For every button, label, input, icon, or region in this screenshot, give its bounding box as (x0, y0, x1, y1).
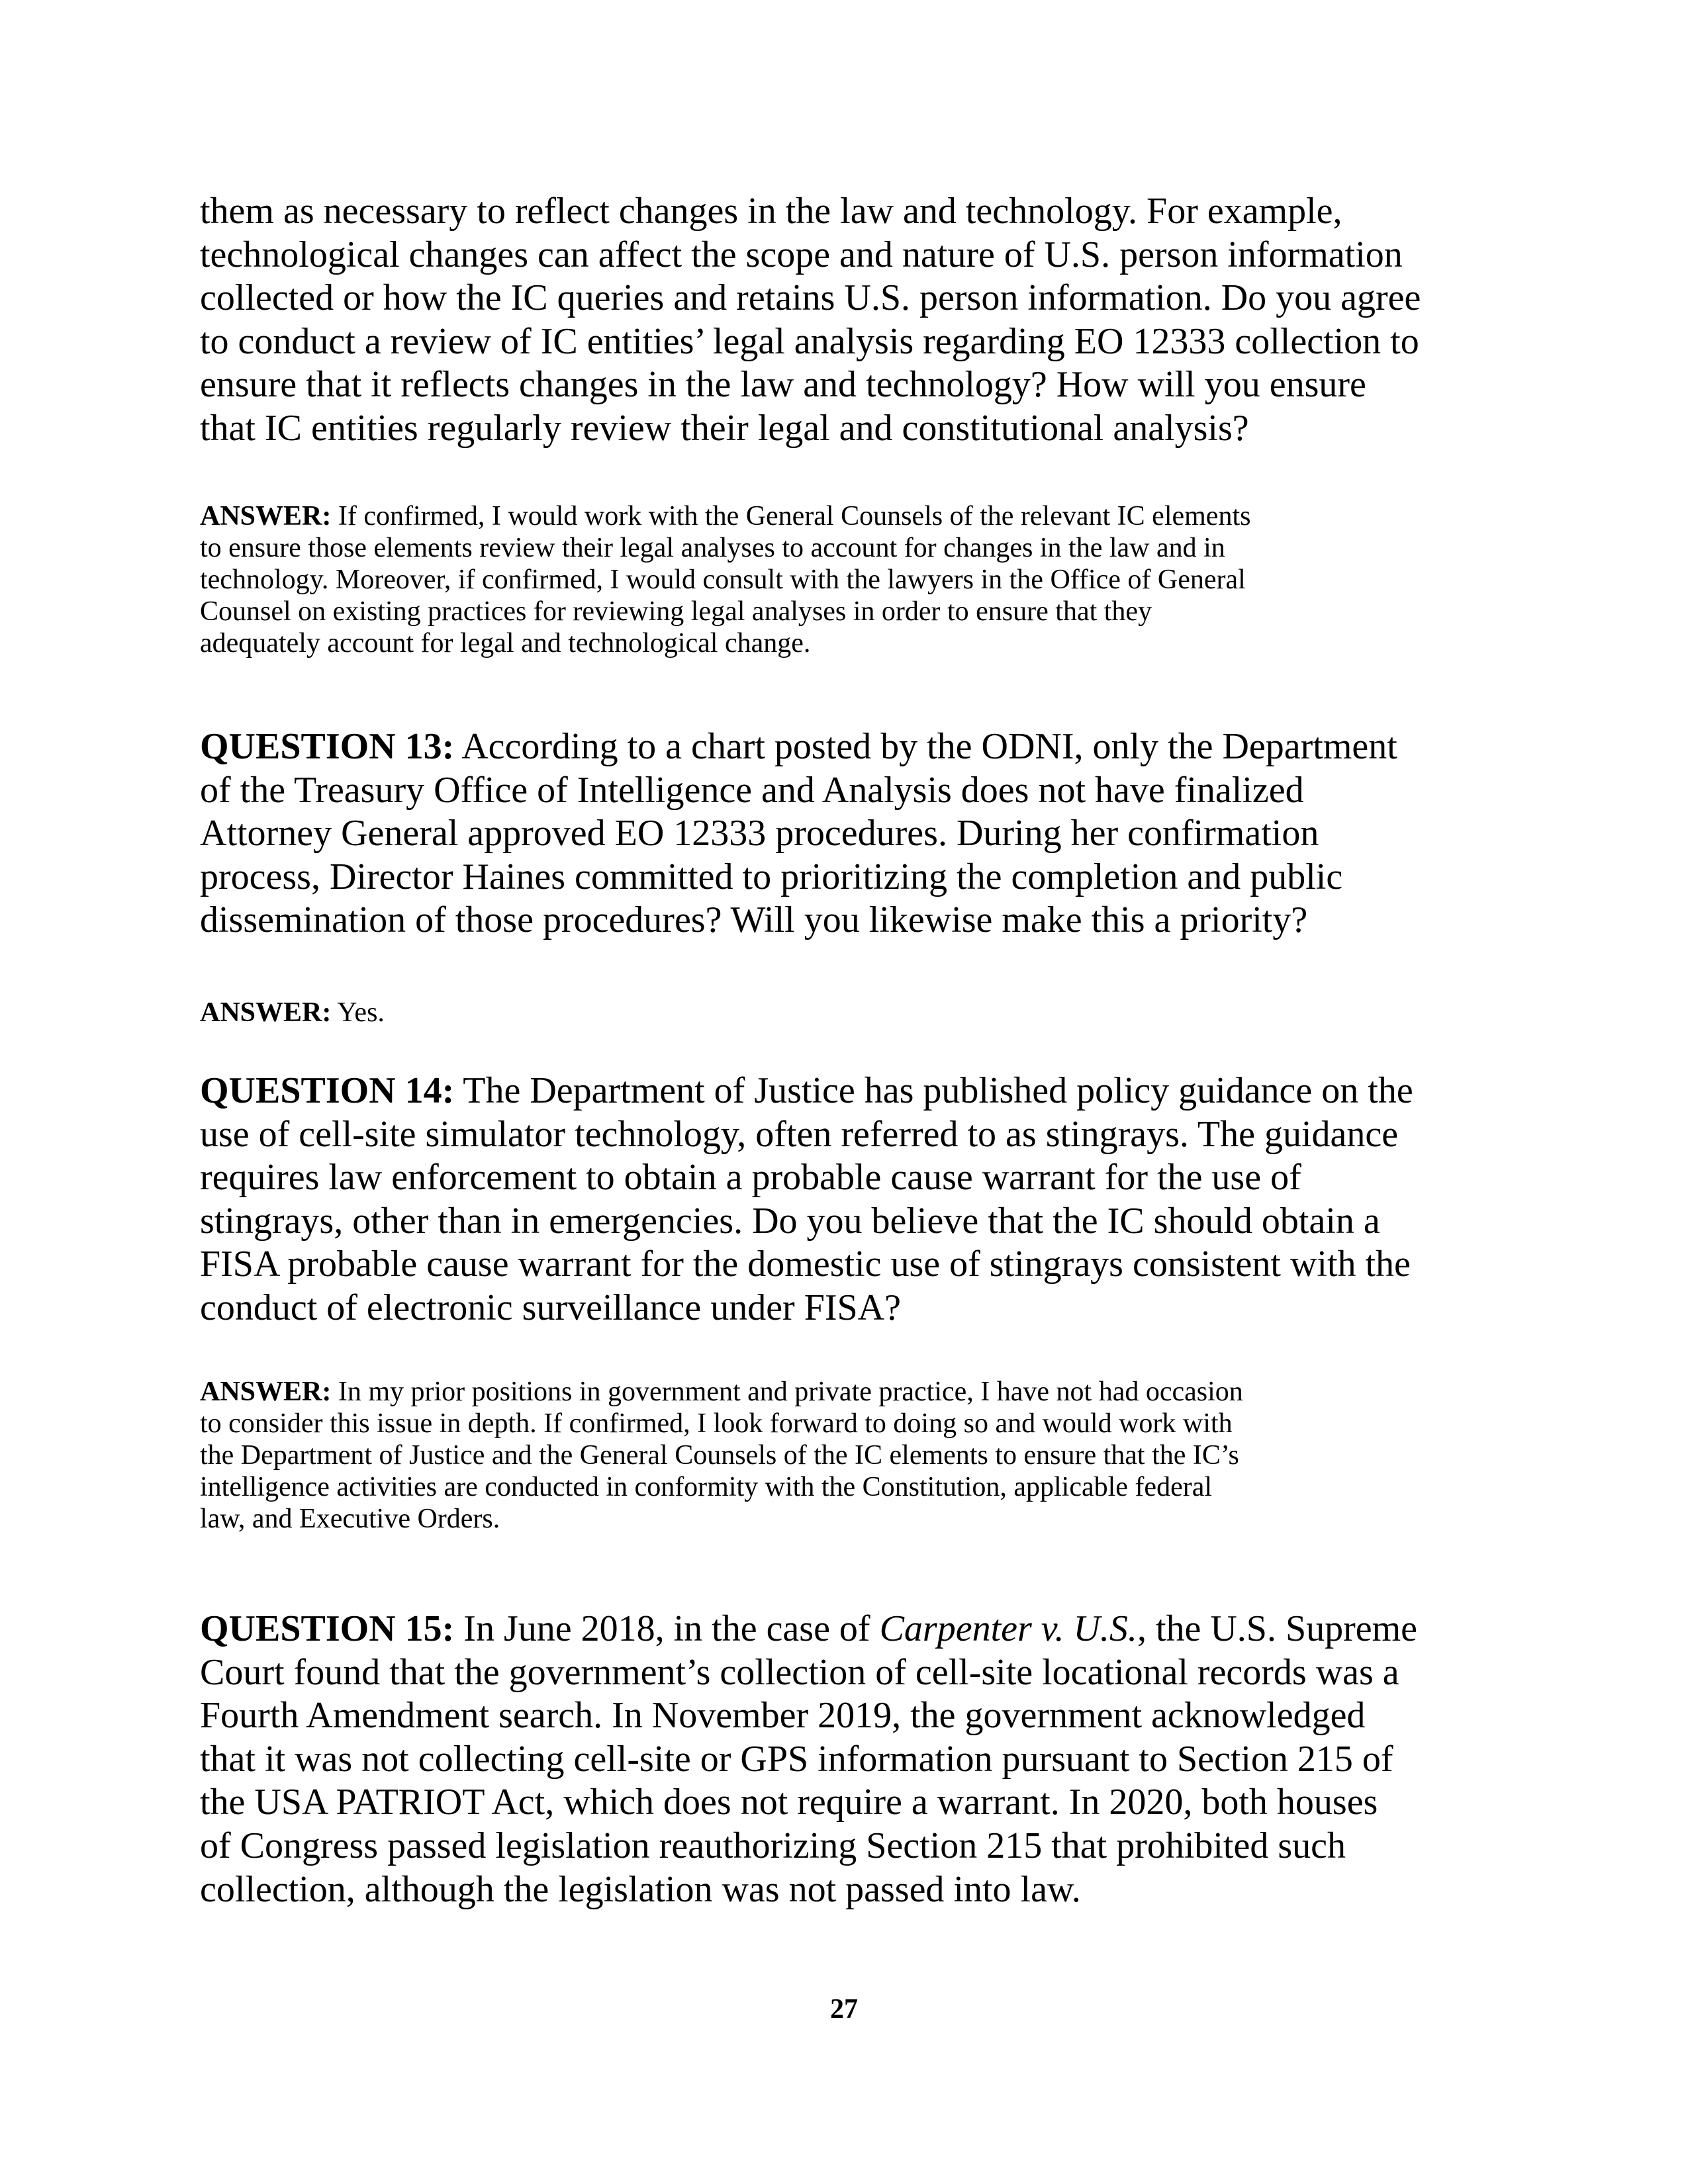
answer-14 (200, 1376, 1524, 1535)
text-line: conduct of electronic surveillance under FISA? (200, 1287, 901, 1328)
text-line: law, and Executive Orders. (200, 1504, 500, 1534)
question-14 (200, 1069, 1524, 1330)
page-number: 27 (830, 1994, 858, 2025)
text-line: of the Treasury Office of Intelligence and Analysis does not have finalized (200, 769, 1304, 811)
text-line: ensure that it reflects changes in the law and technology? How will you ensure (200, 364, 1366, 406)
text-line: technology. Moreover, if confirmed, I would consult with the lawyers in the Office of General (200, 565, 1246, 595)
intro-question-continuation (200, 190, 1524, 451)
text-line: to conduct a review of IC entities’ legal analysis regarding EO 12333 collection to (200, 320, 1419, 362)
text-line: dissemination of those procedures? Will you likewise make this a priority? (200, 899, 1308, 941)
text-line: that it was not collecting cell-site or GPS information pursuant to Section 215 of (200, 1738, 1393, 1780)
text-line: process, Director Haines committed to prioritizing the completion and public (200, 856, 1343, 897)
text-line: that IC entities regularly review their legal and constitutional analysis? (200, 407, 1249, 449)
text-line: the USA PATRIOT Act, which does not require a warrant. In 2020, both houses (200, 1782, 1378, 1823)
text-line: Fourth Amendment search. In November 2019, the government acknowledged (200, 1695, 1366, 1737)
text-line: Attorney General approved EO 12333 procedures. During her confirmation (200, 813, 1319, 854)
text-line: collection, although the legislation was not passed into law. (200, 1868, 1081, 1910)
text-line: stingrays, other than in emergencies. Do you believe that the IC should obtain a (200, 1200, 1380, 1242)
answer-13 (200, 997, 1524, 1028)
text-line: technological changes can affect the scope and nature of U.S. person information (200, 234, 1403, 275)
question-13 (200, 725, 1524, 942)
text-line: of Congress passed legislation reauthorizing Section 215 that prohibited such (200, 1825, 1346, 1866)
text-line: Yes. (331, 997, 385, 1028)
question-15 (200, 1608, 1524, 1911)
text-line: According to a chart posted by the ODNI, only the Department (454, 726, 1397, 767)
text-line: collected or how the IC queries and retains U.S. person information. Do you agree (200, 277, 1421, 319)
text-line: adequately account for legal and technological change. (200, 628, 811, 659)
text-line: FISA probable cause warrant for the domestic use of stingrays consistent with the (200, 1244, 1411, 1285)
text-line: to consider this issue in depth. If confirmed, I look forward to doing so and would work with (200, 1408, 1233, 1439)
text-line: use of cell-site simulator technology, often referred to as stingrays. The guidance (200, 1113, 1399, 1155)
answer-label: ANSWER: (200, 1377, 332, 1407)
answer-12 (200, 500, 1524, 659)
text-line: In my prior positions in government and private practice, I have not had occasion (331, 1377, 1243, 1407)
text-line: In June 2018, in the case of (454, 1608, 880, 1649)
text-line: Counsel on existing practices for reviewing legal analyses in order to ensure that they (200, 596, 1152, 627)
question-label: QUESTION 13: (200, 726, 455, 767)
text-line: If confirmed, I would work with the General Counsels of the relevant IC elements (331, 501, 1251, 531)
text-line: The Department of Justice has published policy guidance on the (454, 1070, 1413, 1111)
answer-label: ANSWER: (200, 997, 332, 1028)
text-line: intelligence activities are conducted in conformity with the Constitution, applicable federal (200, 1472, 1213, 1502)
text-line: the Department of Justice and the General Counsels of the IC elements to ensure that the IC’s (200, 1440, 1239, 1471)
answer-label: ANSWER: (200, 501, 332, 531)
question-label: QUESTION 14: (200, 1070, 455, 1111)
text-line: requires law enforcement to obtain a probable cause warrant for the use of (200, 1157, 1301, 1199)
text-line: , the U.S. Supreme (1137, 1608, 1417, 1649)
text-line: to ensure those elements review their legal analyses to account for changes in the law and in (200, 533, 1225, 563)
text-line: Court found that the government’s collection of cell-site locational records was a (200, 1651, 1399, 1693)
case-name: Carpenter v. U.S. (879, 1608, 1137, 1649)
question-label: QUESTION 15: (200, 1608, 455, 1649)
text-line: them as necessary to reflect changes in the law and technology. For example, (200, 191, 1342, 232)
